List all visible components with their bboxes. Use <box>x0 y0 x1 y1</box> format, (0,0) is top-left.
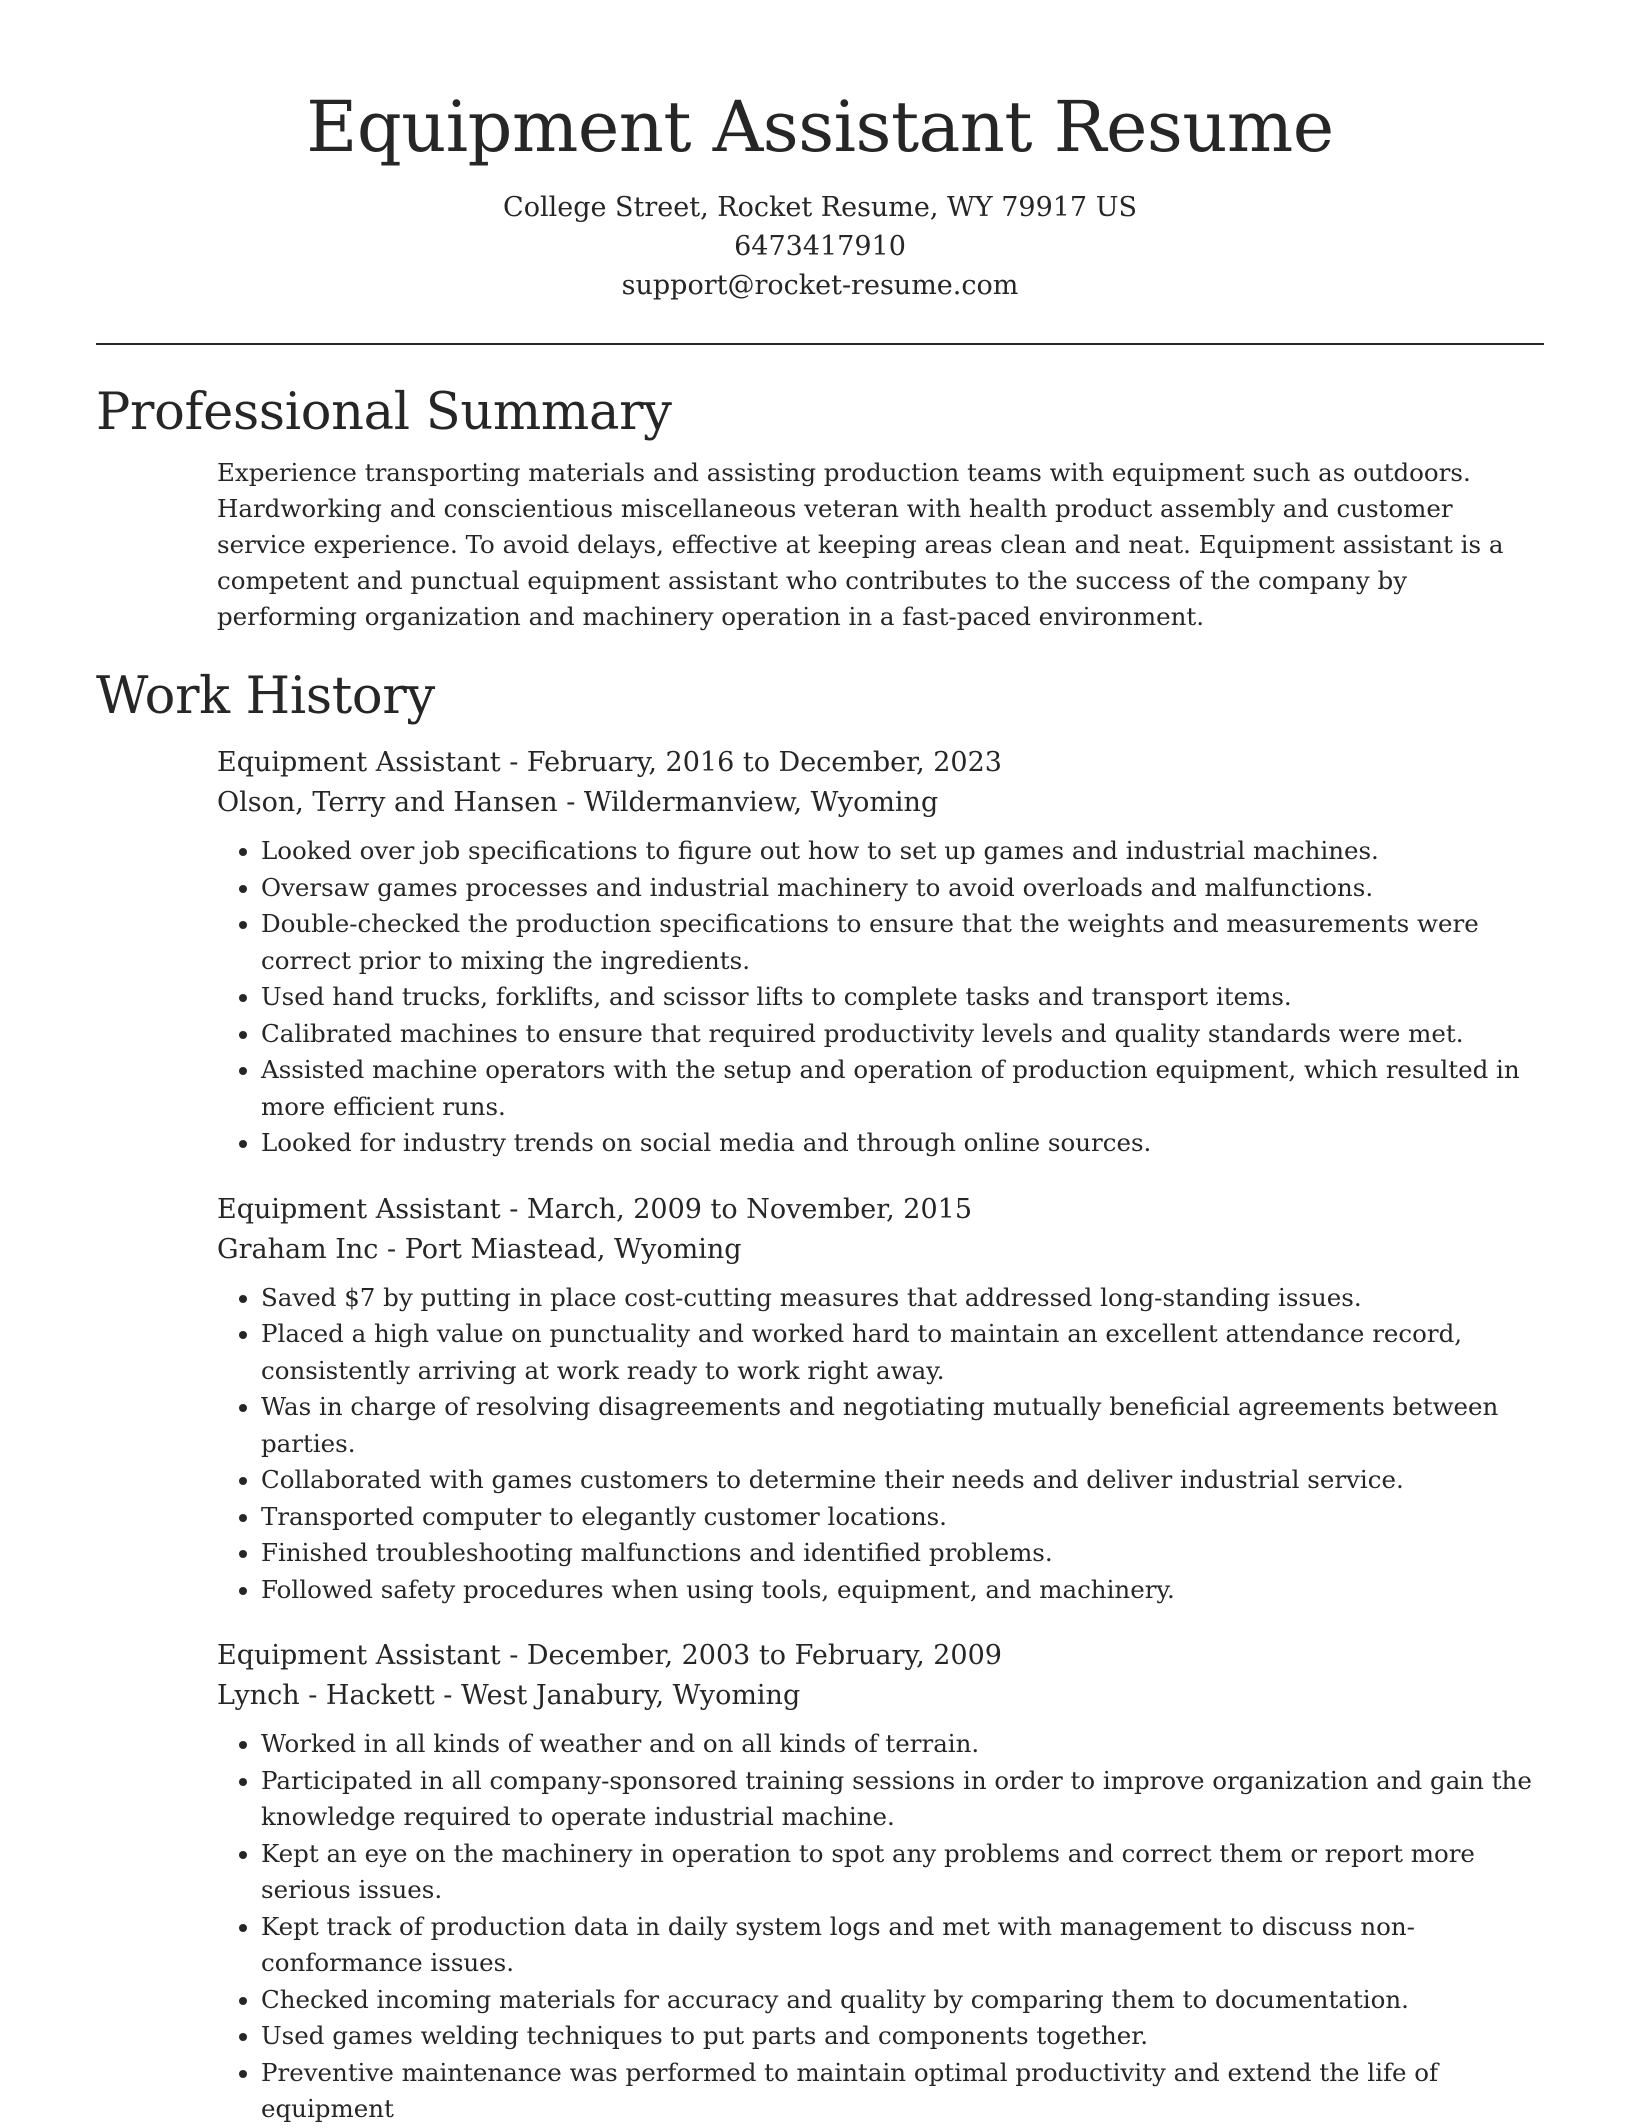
job-title-line <box>217 743 1544 783</box>
header-divider <box>96 343 1544 345</box>
job-separator: - <box>509 1193 527 1225</box>
job-bullets <box>217 833 1544 1162</box>
list-item: • Was in charge of resolving disagreements and negotiating mutually beneficial agreements between parties. <box>261 1389 1544 1462</box>
list-item: • Kept track of production data in daily system logs and met with management to discuss non-conformance issues. <box>261 1909 1544 1982</box>
resume-title: Equipment Assistant Resume <box>306 86 1334 168</box>
list-item: • Collaborated with games customers to determine their needs and deliver industrial service. <box>261 1462 1544 1499</box>
list-item: • Placed a high value on punctuality and worked hard to maintain an excellent attendance record, consistently arriving at work ready to work right away. <box>261 1316 1544 1389</box>
job-title-line <box>217 1636 1544 1676</box>
summary-text: Experience transporting materials and assisting production teams with equipment such as outdoors. Hardworking and conscientious miscellaneous veteran with health product assembly and customer service experience. To avoid delays, effective at keeping areas clean and neat. Equipment assistant is a competent and punctual equipment assistant who contributes to the success of the company by performing organization and machinery operation in a fast-paced environment. <box>217 458 1504 631</box>
job-company: Graham Inc <box>217 1233 379 1265</box>
job-title: Equipment Assistant <box>217 1640 501 1671</box>
list-item: • Looked over job specifications to figure out how to set up games and industrial machines. <box>261 833 1544 870</box>
job-bullets <box>217 1280 1544 1609</box>
list-item: • Worked in all kinds of weather and on all kinds of terrain. <box>261 1726 1544 1763</box>
list-item: • Oversaw games processes and industrial machinery to avoid overloads and malfunctions. <box>261 870 1544 907</box>
job-dates: February, 2016 to December, 2023 <box>526 747 1002 778</box>
job-company-line <box>217 1676 1544 1716</box>
job-separator: - <box>443 1680 462 1711</box>
list-item: • Transported computer to elegantly customer locations. <box>261 1499 1544 1536</box>
job-separator: - <box>509 747 527 778</box>
job-dates: March, 2009 to November, 2015 <box>526 1193 973 1225</box>
resume-page <box>96 0 1544 2128</box>
job-company-line <box>217 1230 1544 1270</box>
job-separator: - <box>387 1233 405 1265</box>
phone: 6473417910 <box>734 231 906 262</box>
list-item: • Preventive maintenance was performed to maintain optimal productivity and extend the life of equipment <box>261 2055 1544 2128</box>
list-item: • Finished troubleshooting malfunctions and identified problems. <box>261 1535 1544 1572</box>
list-item: • Kept an eye on the machinery in operation to spot any problems and correct them or report more serious issues. <box>261 1836 1544 1909</box>
contact-block <box>96 188 1544 305</box>
job-title: Equipment Assistant <box>217 747 501 778</box>
job-entry <box>217 743 1544 1162</box>
job-dates: December, 2003 to February, 2009 <box>526 1640 1002 1671</box>
job-bullets <box>217 1726 1544 2128</box>
list-item: • Participated in all company-sponsored training sessions in order to improve organization and gain the knowledge required to operate industrial machine. <box>261 1763 1544 1836</box>
job-company: Lynch - Hackett <box>217 1680 435 1711</box>
job-location: West Janabury, Wyoming <box>461 1680 801 1711</box>
job-title-line <box>217 1190 1544 1230</box>
list-item: • Saved $7 by putting in place cost-cutting measures that addressed long-standing issues. <box>261 1280 1544 1317</box>
job-company: Olson, Terry and Hansen <box>217 787 558 818</box>
list-item: • Calibrated machines to ensure that required productivity levels and quality standards were met. <box>261 1016 1544 1053</box>
list-item: • Used hand trucks, forklifts, and scissor lifts to complete tasks and transport items. <box>261 979 1544 1016</box>
job-company-line <box>217 783 1544 823</box>
job-separator: - <box>509 1640 527 1671</box>
address: College Street, Rocket Resume, WY 79917 US <box>503 192 1137 223</box>
work-history-heading: Work History <box>96 667 435 726</box>
job-location: Wildermanview, Wyoming <box>583 787 939 818</box>
summary-heading: Professional Summary <box>96 383 672 442</box>
job-title: Equipment Assistant <box>217 1193 501 1225</box>
job-location: Port Miastead, Wyoming <box>404 1233 742 1265</box>
job-separator: - <box>566 787 584 818</box>
job-entry <box>217 1636 1544 2128</box>
list-item: • Followed safety procedures when using tools, equipment, and machinery. <box>261 1572 1544 1609</box>
job-entry <box>217 1190 1544 1609</box>
list-item: • Looked for industry trends on social media and through online sources. <box>261 1125 1544 1162</box>
list-item: • Assisted machine operators with the setup and operation of production equipment, which resulted in more efficient runs. <box>261 1052 1544 1125</box>
list-item: • Double-checked the production specifications to ensure that the weights and measurements were correct prior to mixing the ingredients. <box>261 906 1544 979</box>
email: support@rocket-resume.com <box>621 270 1019 301</box>
list-item: • Checked incoming materials for accuracy and quality by comparing them to documentation. <box>261 1982 1544 2019</box>
list-item: • Used games welding techniques to put parts and components together. <box>261 2018 1544 2055</box>
